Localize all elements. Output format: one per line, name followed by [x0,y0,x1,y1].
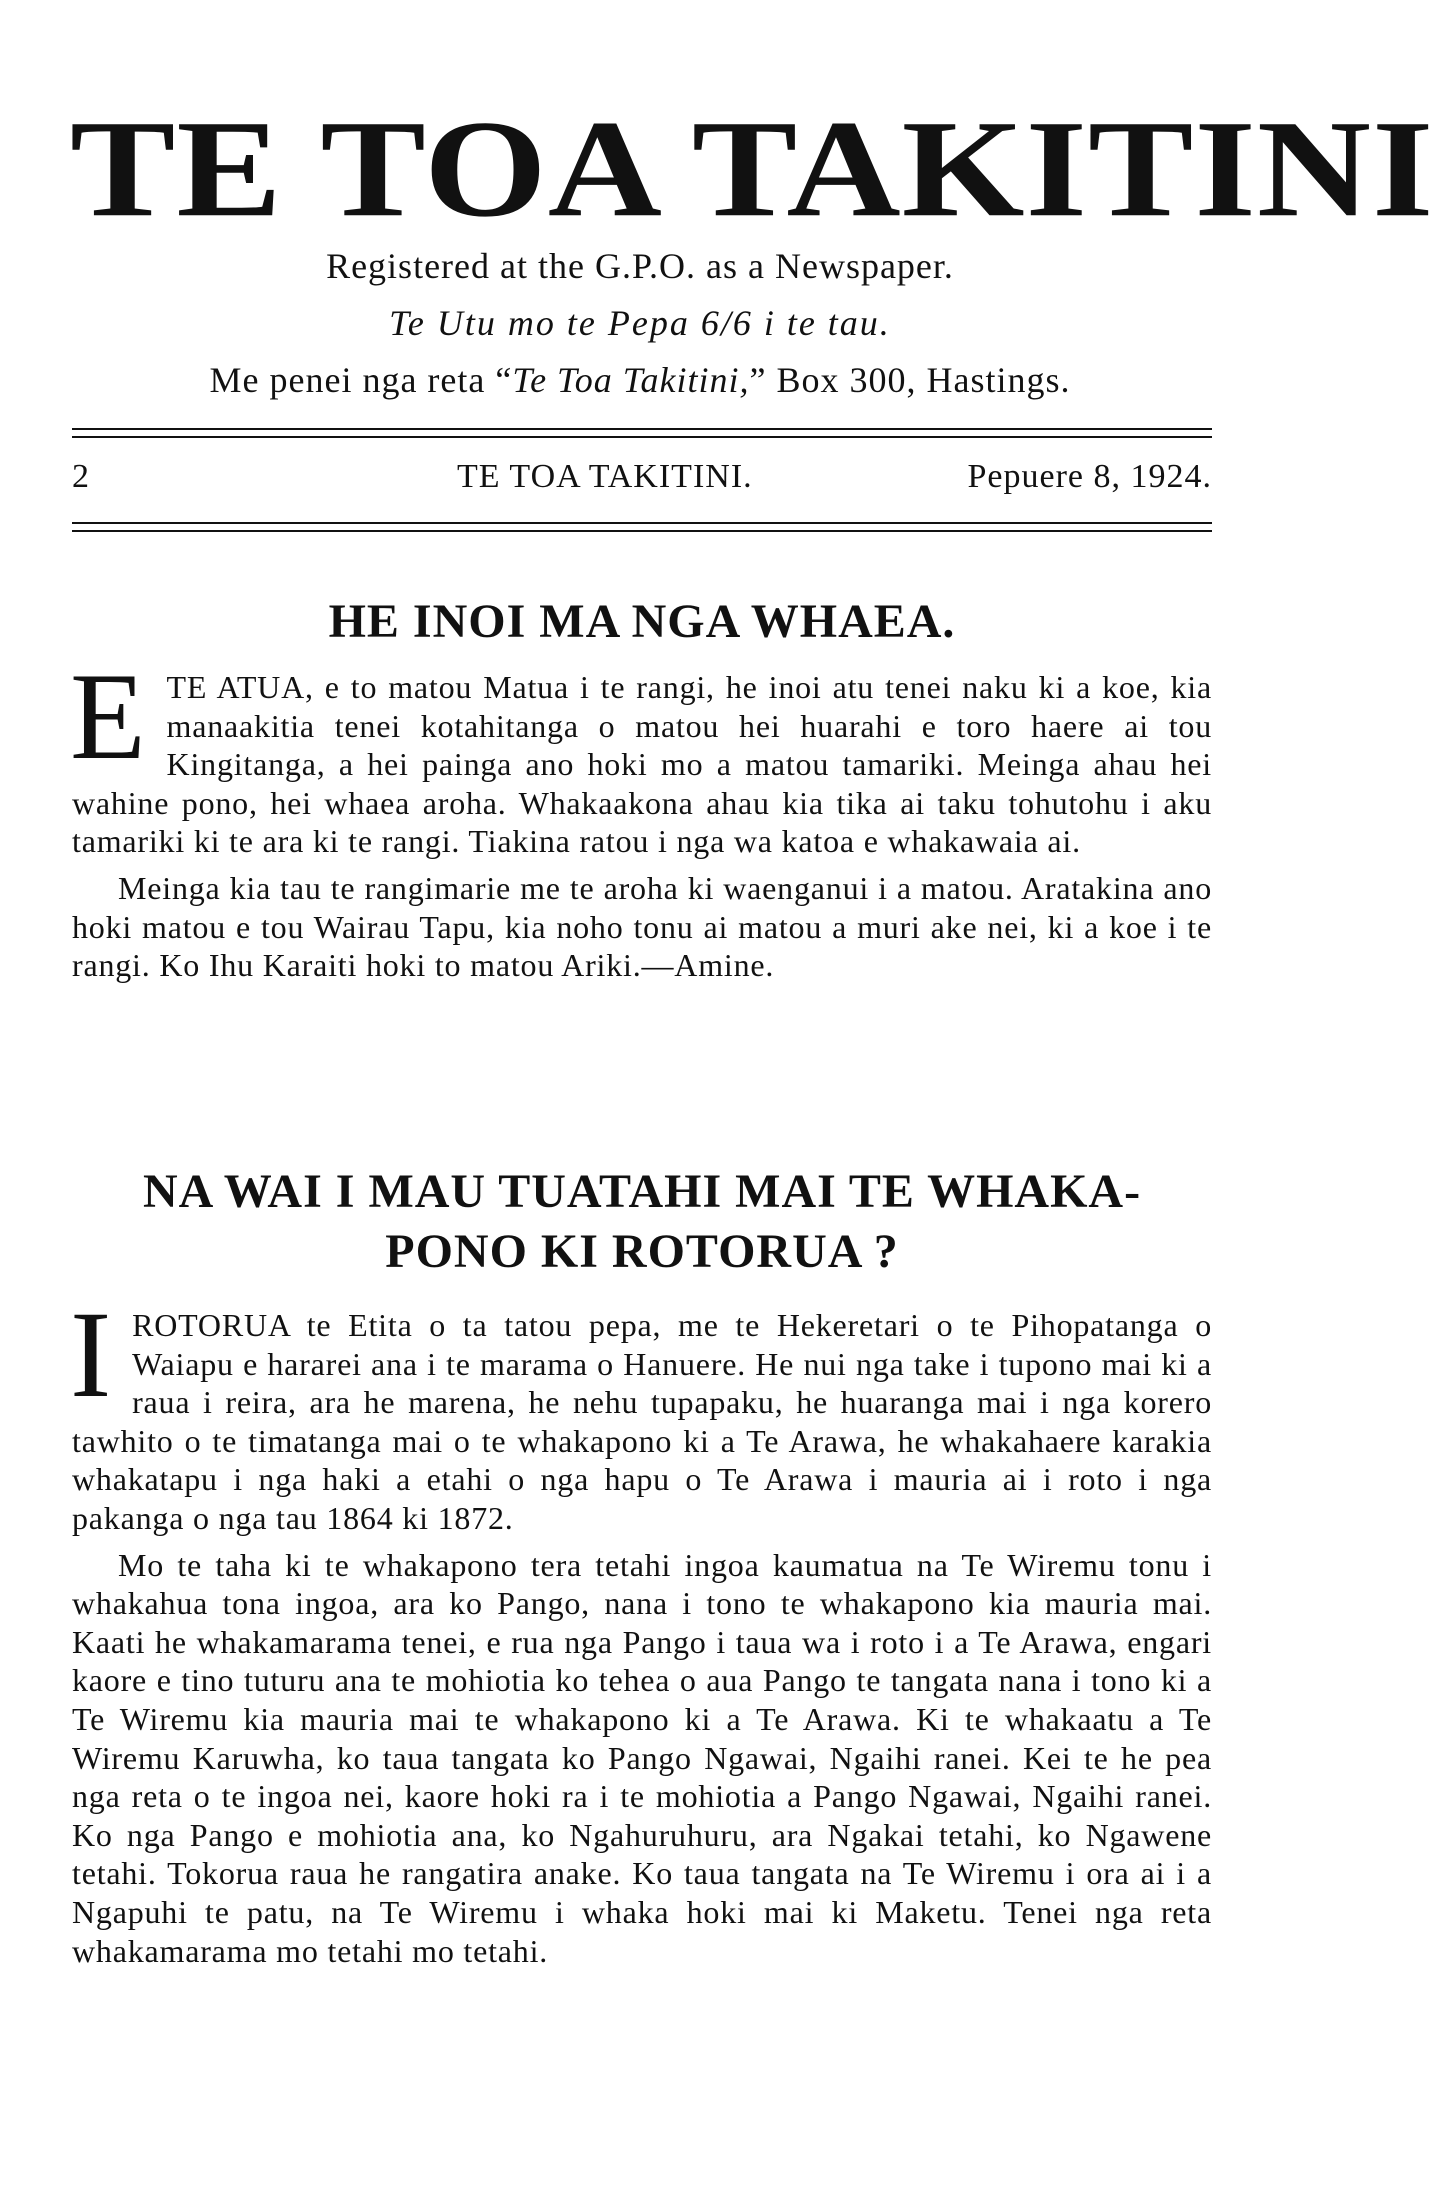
rotorua-paragraph-1 [70,1286,1212,1538]
prayer-paragraph-1 [70,648,1212,861]
page-number: 2 [72,458,90,495]
address-suffix: ” Box 300, Hastings. [749,360,1071,400]
prayer-paragraph-1-text: TE ATUA, e to matou Matua i te rangi, he inoi atu tenei naku ki a koe, kia manaakitia tenei kotahitanga o matou hei huarahi e toro haere ai tou Kingitanga, a hei painga ano hoki mo a matou tamariki. Meinga ahau hei wahine pono, hei whaea aroha. Whakaakona ahau kia tika ai taku tohutohu i aku tamariki ki te ara ki te rangi. Tiakina ratou i nga wa katoa e whakawaia ai. [72,669,1212,860]
top-rule-inner [72,436,1212,438]
top-rule-outer [72,428,1212,430]
address-prefix: Me penei nga reta “ [209,360,513,400]
masthead-title: TE TOA TAKITINI [70,92,1434,247]
subscription-price-line: Te Utu mo te Pepa 6/6 i te tau. [389,303,891,343]
issue-date: Pepuere 8, 1924. [967,458,1212,495]
article-heading-prayer: HE INOI MA NGA WHAEA. [328,595,956,648]
article-heading-rotorua-line1: NA WAI I MAU TUATAHI MAI TE WHAKA- [142,1165,1142,1218]
rotorua-paragraph-2: Mo te taha ki te whakapono tera tetahi ingoa kaumatua na Te Wiremu tonu i whakahua tona ingoa, ara ko Pango, nana i tono te whakapono kia mauria mai. Kaati he whakamarama tenei, e rua nga Pango i taua wa i roto i a Te Arawa, engari kaore e tino tuturu ana te mohiotia ko tehea o aua Pango te tangata nana i tono ki a Te Wiremu kia mauria mai te whakapono ki a Te Arawa. Ki te whakaatu a Te Wiremu Karuwha, ko taua tangata ko Pango Ngawai, Ngaihi ranei. Kei te he pea nga reta o te ingoa nei, kaore hoki ra i te mohiotia a Pango Ngawai, Ngaihi ranei. Ko nga Pango e mohiotia ana, ko Ngahuruhuru, ara Ngakai tetahi, ko Ngawene tetahi. Tokorua raua he rangatira anake. Ko taua tangata na Te Wiremu i ora ai i a Ngapuhi te patu, na Te Wiremu i whaka hoki mai ki Maketu. Tenei nga reta whakamarama mo tetahi mo tetahi. [72,1546,1212,1969]
registration-line: Registered at the G.P.O. as a Newspaper. [326,246,954,286]
article-body-rotorua [70,1286,1212,1970]
article-body-prayer [70,648,1212,985]
rotorua-paragraph-1-text: ROTORUA te Etita o ta tatou pepa, me te Hekeretari o te Pihopatanga o Waiapu e hararei ana i te marama o Hanuere. He nui nga take i tupono mai ki a raua i reira, ara he marena, he nehu tupapaku, he huaranga mai i nga korero tawhito o te timatanga mai o te whakapono ki a Te Arawa, he whakahaere karakia whakatapu i nga haki a etahi o nga hapu o Te Arawa i mauria ai i roto i nga pakanga o nga tau 1864 ki 1872. [72,1307,1212,1536]
bottom-rule-outer [72,522,1212,524]
bottom-rule-inner [72,530,1212,532]
drop-cap-letter: E [70,648,147,785]
mailing-address-line [0,362,1280,398]
address-paper-name: Te Toa Takitini, [512,360,750,400]
article-heading-rotorua-line2: PONO KI ROTORUA ? [385,1225,899,1278]
drop-cap-letter: I [70,1286,113,1423]
issue-bar [72,458,1212,508]
running-head-paper-name: TE TOA TAKITINI. [457,458,753,495]
prayer-paragraph-2: Meinga kia tau te rangimarie me te aroha ki waenganui i a matou. Aratakina ano hoki matou e tou Wairau Tapu, kia noho tonu ai matou a muri ake nei, ki a koe i te rangi. Ko Ihu Karaiti hoki to matou Ariki.—Amine. [72,869,1212,984]
